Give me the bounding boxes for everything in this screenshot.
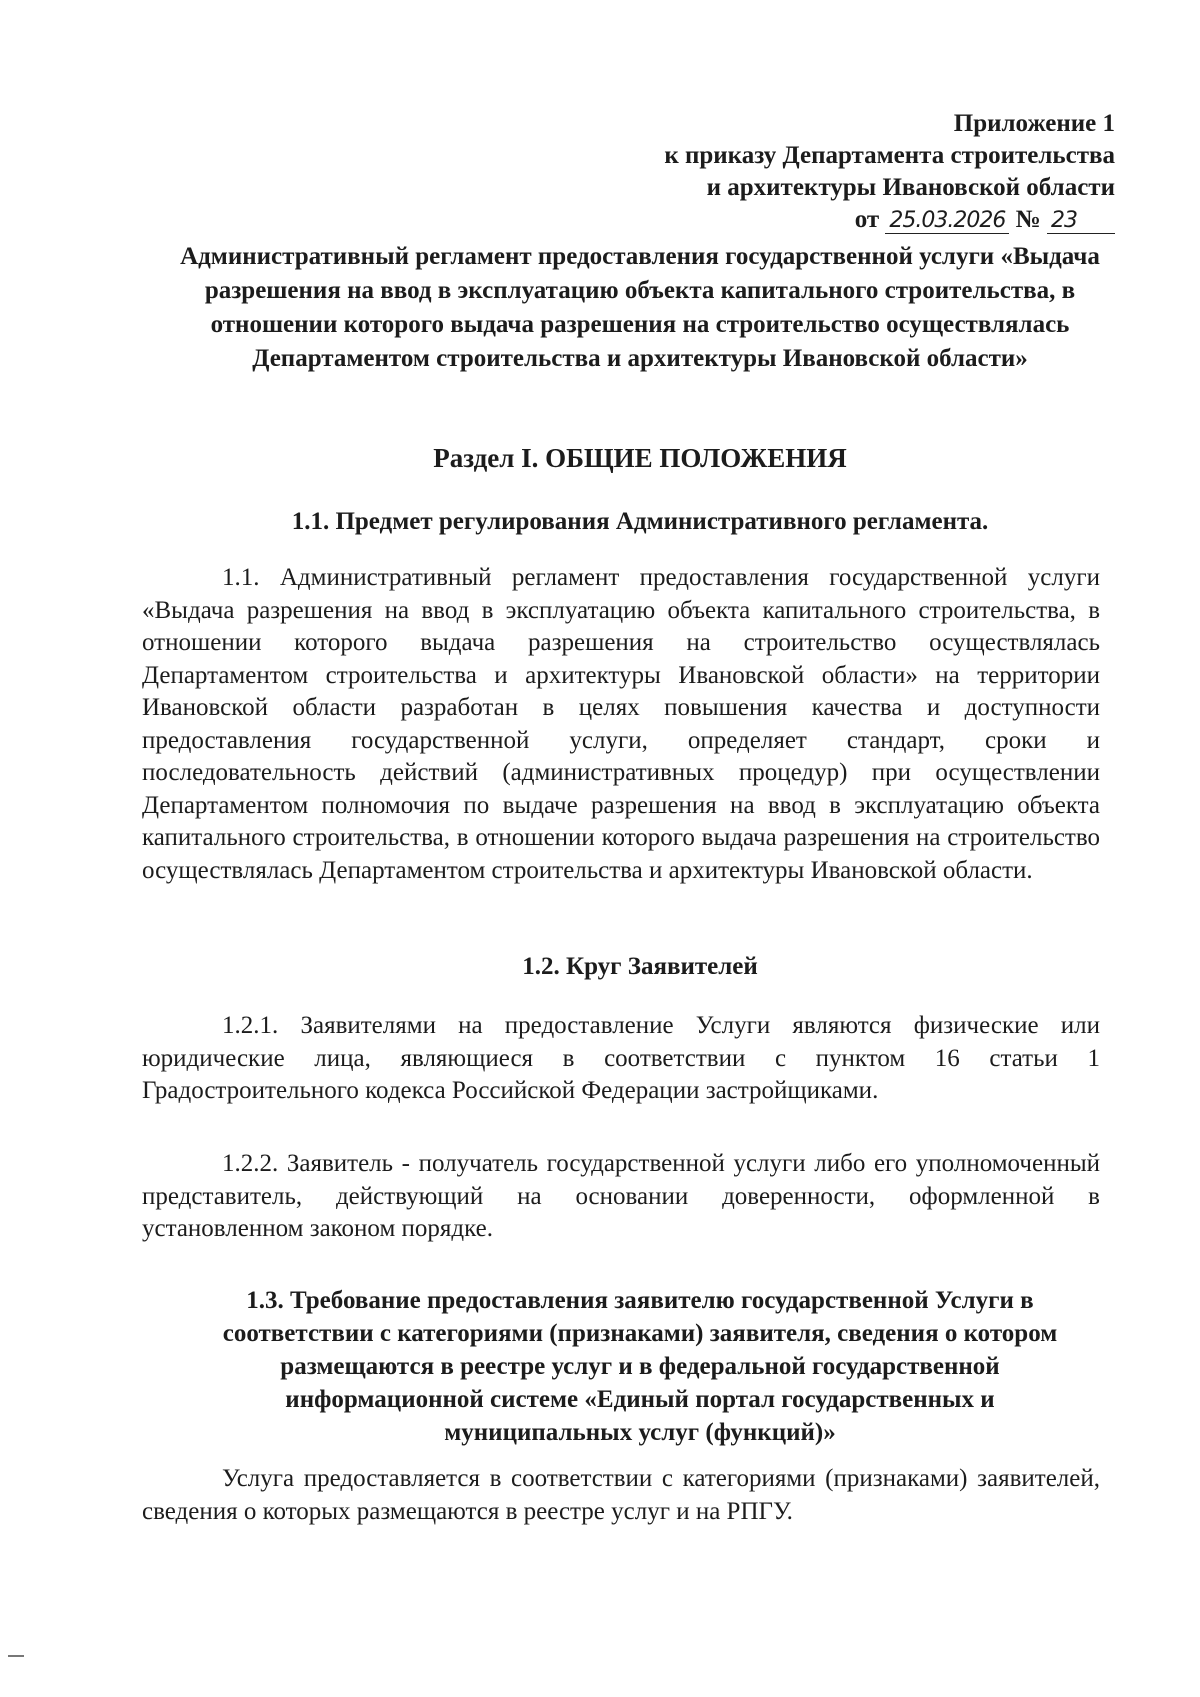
appendix-title: Приложение 1 (953, 110, 1115, 137)
appendix-date-line (664, 204, 1115, 236)
paragraph-1-2-2: 1.2.2. Заявитель - получатель государственной услуги либо его уполномоченный представитель, действующий на основании доверенности, оформленной в установленном законом порядке. (142, 1150, 1100, 1242)
appendix-order-line: к приказу Департамента строительства (664, 142, 1115, 169)
scan-margin-mark (8, 1655, 24, 1657)
subsection-1-2-heading: 1.2. Круг Заявителей (522, 953, 758, 980)
subsection-1-3-heading: 1.3. Требование предоставления заявителю государственной Услуги в соответствии с категориями (признаками) заявителя, сведения о котором размещаются в реестре услуг и в федеральной государственной информационной системе «Единый портал государственных и муниципальных услуг (функций)» (222, 1287, 1058, 1446)
paragraph-1-3: Услуга предоставляется в соответствии с категориями (признаками) заявителей, сведения о которых размещаются в реестре услуг и на РПГУ. (142, 1465, 1100, 1525)
section-heading: Раздел I. ОБЩИЕ ПОЛОЖЕНИЯ (433, 443, 847, 473)
paragraph-1-1: 1.1. Административный регламент предоставления государственной услуги «Выдача разрешения на ввод в эксплуатацию объекта капитального строительства, в отношении которого выдача разрешения на строительство осуществлялась Департаментом строительства и архитектуры Ивановской области» на территории Ивановской области разработан в целях повышения качества и доступности предоставления государственной услуги, определяет стандарт, сроки и последовательность действий (административных процедур) при осуществлении Департаментом полномочия по выдаче разрешения на ввод в эксплуатацию объекта капитального строительства, в отношении которого выдача разрешения на строительство осуществлялась Департаментом строительства и архитектуры Ивановской области. (142, 564, 1100, 884)
date-prefix: от (854, 206, 880, 233)
document-title: Административный регламент предоставления государственной услуги «Выдача разрешения на ввод в эксплуатацию объекта капитального строительства, в отношении которого выдача разрешения на строительство осуществлялась Департаментом строительства и архитектуры Ивановской области» (180, 243, 1100, 372)
appendix-department-line: и архитектуры Ивановской области (706, 174, 1115, 201)
handwritten-date: 25.03.2026 (885, 209, 1009, 234)
appendix-header (664, 108, 1115, 236)
handwritten-number: 23 (1047, 209, 1115, 234)
number-label: № (1015, 206, 1041, 233)
subsection-1-1-heading: 1.1. Предмет регулирования Административного регламента. (291, 508, 989, 535)
paragraph-1-2-1: 1.2.1. Заявителями на предоставление Услуги являются физические или юридические лица, являющиеся в соответствии с пунктом 16 статьи 1 Градостроительного кодекса Российской Федерации застройщиками. (142, 1012, 1100, 1104)
